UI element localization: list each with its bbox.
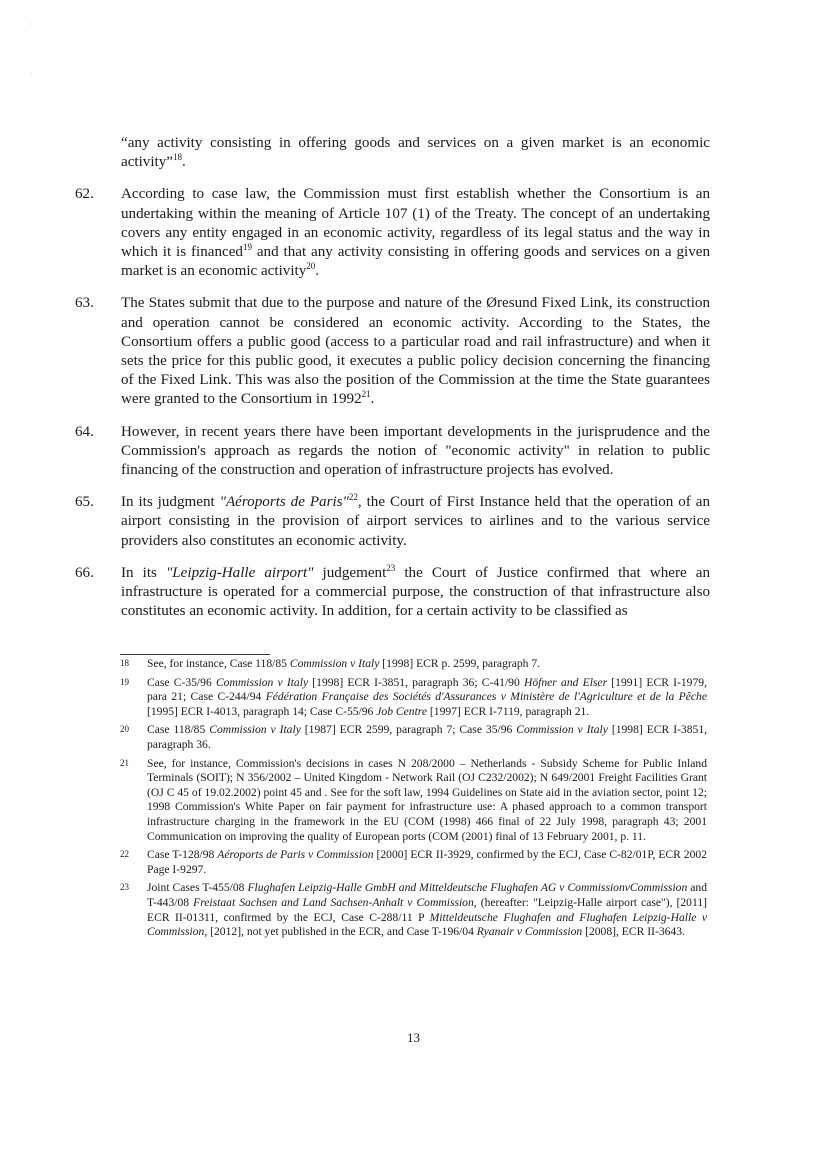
footnote-text: Joint Cases T-455/08 Flughafen Leipzig-Halle GmbH and Mitteldeutsche Flughafen AG v CommissionvCommission and T-443/08 Freistaat Sachsen and Land Sachsen-Anhalt v Commission, (hereafter: "Leipzig-Halle airport case"), [2011] ECR II-01311, confirmed by the ECJ, Case C-288/11 P Mitteldeutsche Flughafen and Flughafen Leipzig-Halle v Commission, [2012], not yet published in the ECR, and Case T-196/04 Ryanair v Commission [2008], ECR II-3643. (147, 881, 708, 939)
footnote-23 (120, 881, 707, 939)
paragraph-number: 63. (75, 295, 94, 312)
footnote-ref: 21 (361, 389, 371, 400)
scan-mark: · (30, 70, 33, 79)
footnote-text: Case C-35/96 Commission v Italy [1998] ECR I-3851, paragraph 36; C-41/90 Höfner and Elser [1991] ECR I-1979, para 21; Case C-244/94 Fédération Française des Sociétés d'Assurances v Ministère de l'Agriculture et de la Pêche [1995] ECR I-4013, paragraph 14; Case C-55/96 Job Centre [1997] ECR I-7119, paragraph 21. (147, 675, 707, 718)
footnote-ref: 19 (242, 241, 252, 252)
footnote-21 (120, 757, 707, 845)
footnote-text: Case T-128/98 Aéroports de Paris v Commission [2000] ECR II-3929, confirmed by the ECJ, Case C-82/01P, ECR 2002 Page I-9297. (147, 848, 707, 876)
footnote-ref: 23 (386, 562, 396, 573)
footnote-text: Case 118/85 Commission v Italy [1987] ECR 2599, paragraph 7; Case 35/96 Commission v Italy [1998] ECR I-3851, paragraph 36. (147, 723, 708, 751)
paragraph-text: The States submit that due to the purpose and nature of the Øresund Fixed Link, its construction and operation cannot be considered an economic activity. According to the States, the Consortium offers a public good (access to a particular road and rail infrastructure) and when it sets the price for this public good, it executes a public policy decision concerning the financing of the Fixed Link. This was also the position of the Commission at the time the State guarantees were granted to the Consortium in 1992$^{21}$. (121, 295, 710, 408)
footnote-number: 22 (120, 849, 129, 860)
paragraph-text: In its "Leipzig-Halle airport" judgement$^{23}$ the Court of Justice confirmed that where an infrastructure is operated for a commercial purpose, the construction of that infrastructure also constitutes an economic activity. In addition, for a certain activity to be classified as (121, 562, 710, 620)
paragraph-number: 66. (75, 564, 94, 581)
footnote-number: 18 (120, 658, 129, 668)
footnotes (120, 657, 707, 944)
paragraph-66 (75, 564, 710, 622)
paragraph-65 (75, 493, 710, 551)
footnote-text: See, for instance, Case 118/85 Commission v Italy [1998] ECR p. 2599, paragraph 7. (147, 657, 541, 670)
footnote-22 (120, 848, 707, 877)
paragraph-64 (75, 423, 710, 481)
main-text (75, 134, 710, 634)
footnote-20 (120, 723, 707, 752)
footnote-ref: 22 (348, 492, 358, 503)
paragraph-63 (75, 294, 710, 409)
footnote-divider (120, 654, 270, 655)
footnote-number: 20 (120, 724, 129, 735)
page-number: 13 (407, 1030, 420, 1045)
paragraph-number: 65. (75, 494, 94, 511)
scan-mark: · (30, 20, 33, 29)
footnote-ref: 20 (306, 261, 316, 272)
paragraph-text: According to case law, the Commission must first establish whether the Consortium is an undertaking within the meaning of Article 107 (1) of the Treaty. The concept of an undertaking covers any entity engaged in an economic activity, regardless of its legal status and the way in which it is financed$^{19}$ and that any activity consisting in offering goods and services on a given market is an economic activity$^{20}$. (121, 186, 710, 280)
footnote-number: 21 (120, 757, 129, 768)
footnote-19 (120, 676, 707, 720)
paragraph-number: 62. (75, 186, 94, 203)
footnote-text: See, for instance, Commission's decisions in cases N 208/2000 – Netherlands - Subsidy Scheme for Public Inland Terminals (SOIT); N 356/2002 – United Kingdom - Network Rail (OJ C232/2002); N 649/2001 Freight Facilities Grant (OJ C 45 of 19.02.2002) point 45 and . See for the soft law, 1994 Guidelines on State aid in the aviation sector, point 12; 1998 Commission's White Paper on fair payment for infrastructure use: A phased approach to a common transport infrastructure charging in the framework in the EU (COM (1998) 466 final of 22 July 1998, paragraph 43; 2001 Communication on improving the quality of European ports (COM (2001) final of 13 February 2001, p. 11. (147, 756, 707, 843)
footnote-ref: 18 (172, 152, 182, 163)
footnote-number: 23 (120, 882, 129, 893)
footnote-18 (120, 657, 707, 672)
paragraph-number: 64. (75, 423, 94, 440)
paragraph-text: However, in recent years there have been important developments in the jurisprudence and the Commission's approach as regards the notion of "economic activity" in relation to public financing of the construction and operation of infrastructure projects has evolved. (121, 423, 710, 479)
intro-continuation: “any activity consisting in offering goods and services on a given market is an economic activity”$^{18}$. (121, 135, 710, 171)
paragraph-text: In its judgment "Aéroports de Paris"$^{22}$, the Court of First Instance held that the operation of an airport consisting in the provision of airport services to airlines and to the various service providers also constitutes an economic activity. (121, 492, 710, 549)
paragraph-62 (75, 185, 710, 281)
footnote-number: 19 (120, 676, 129, 687)
